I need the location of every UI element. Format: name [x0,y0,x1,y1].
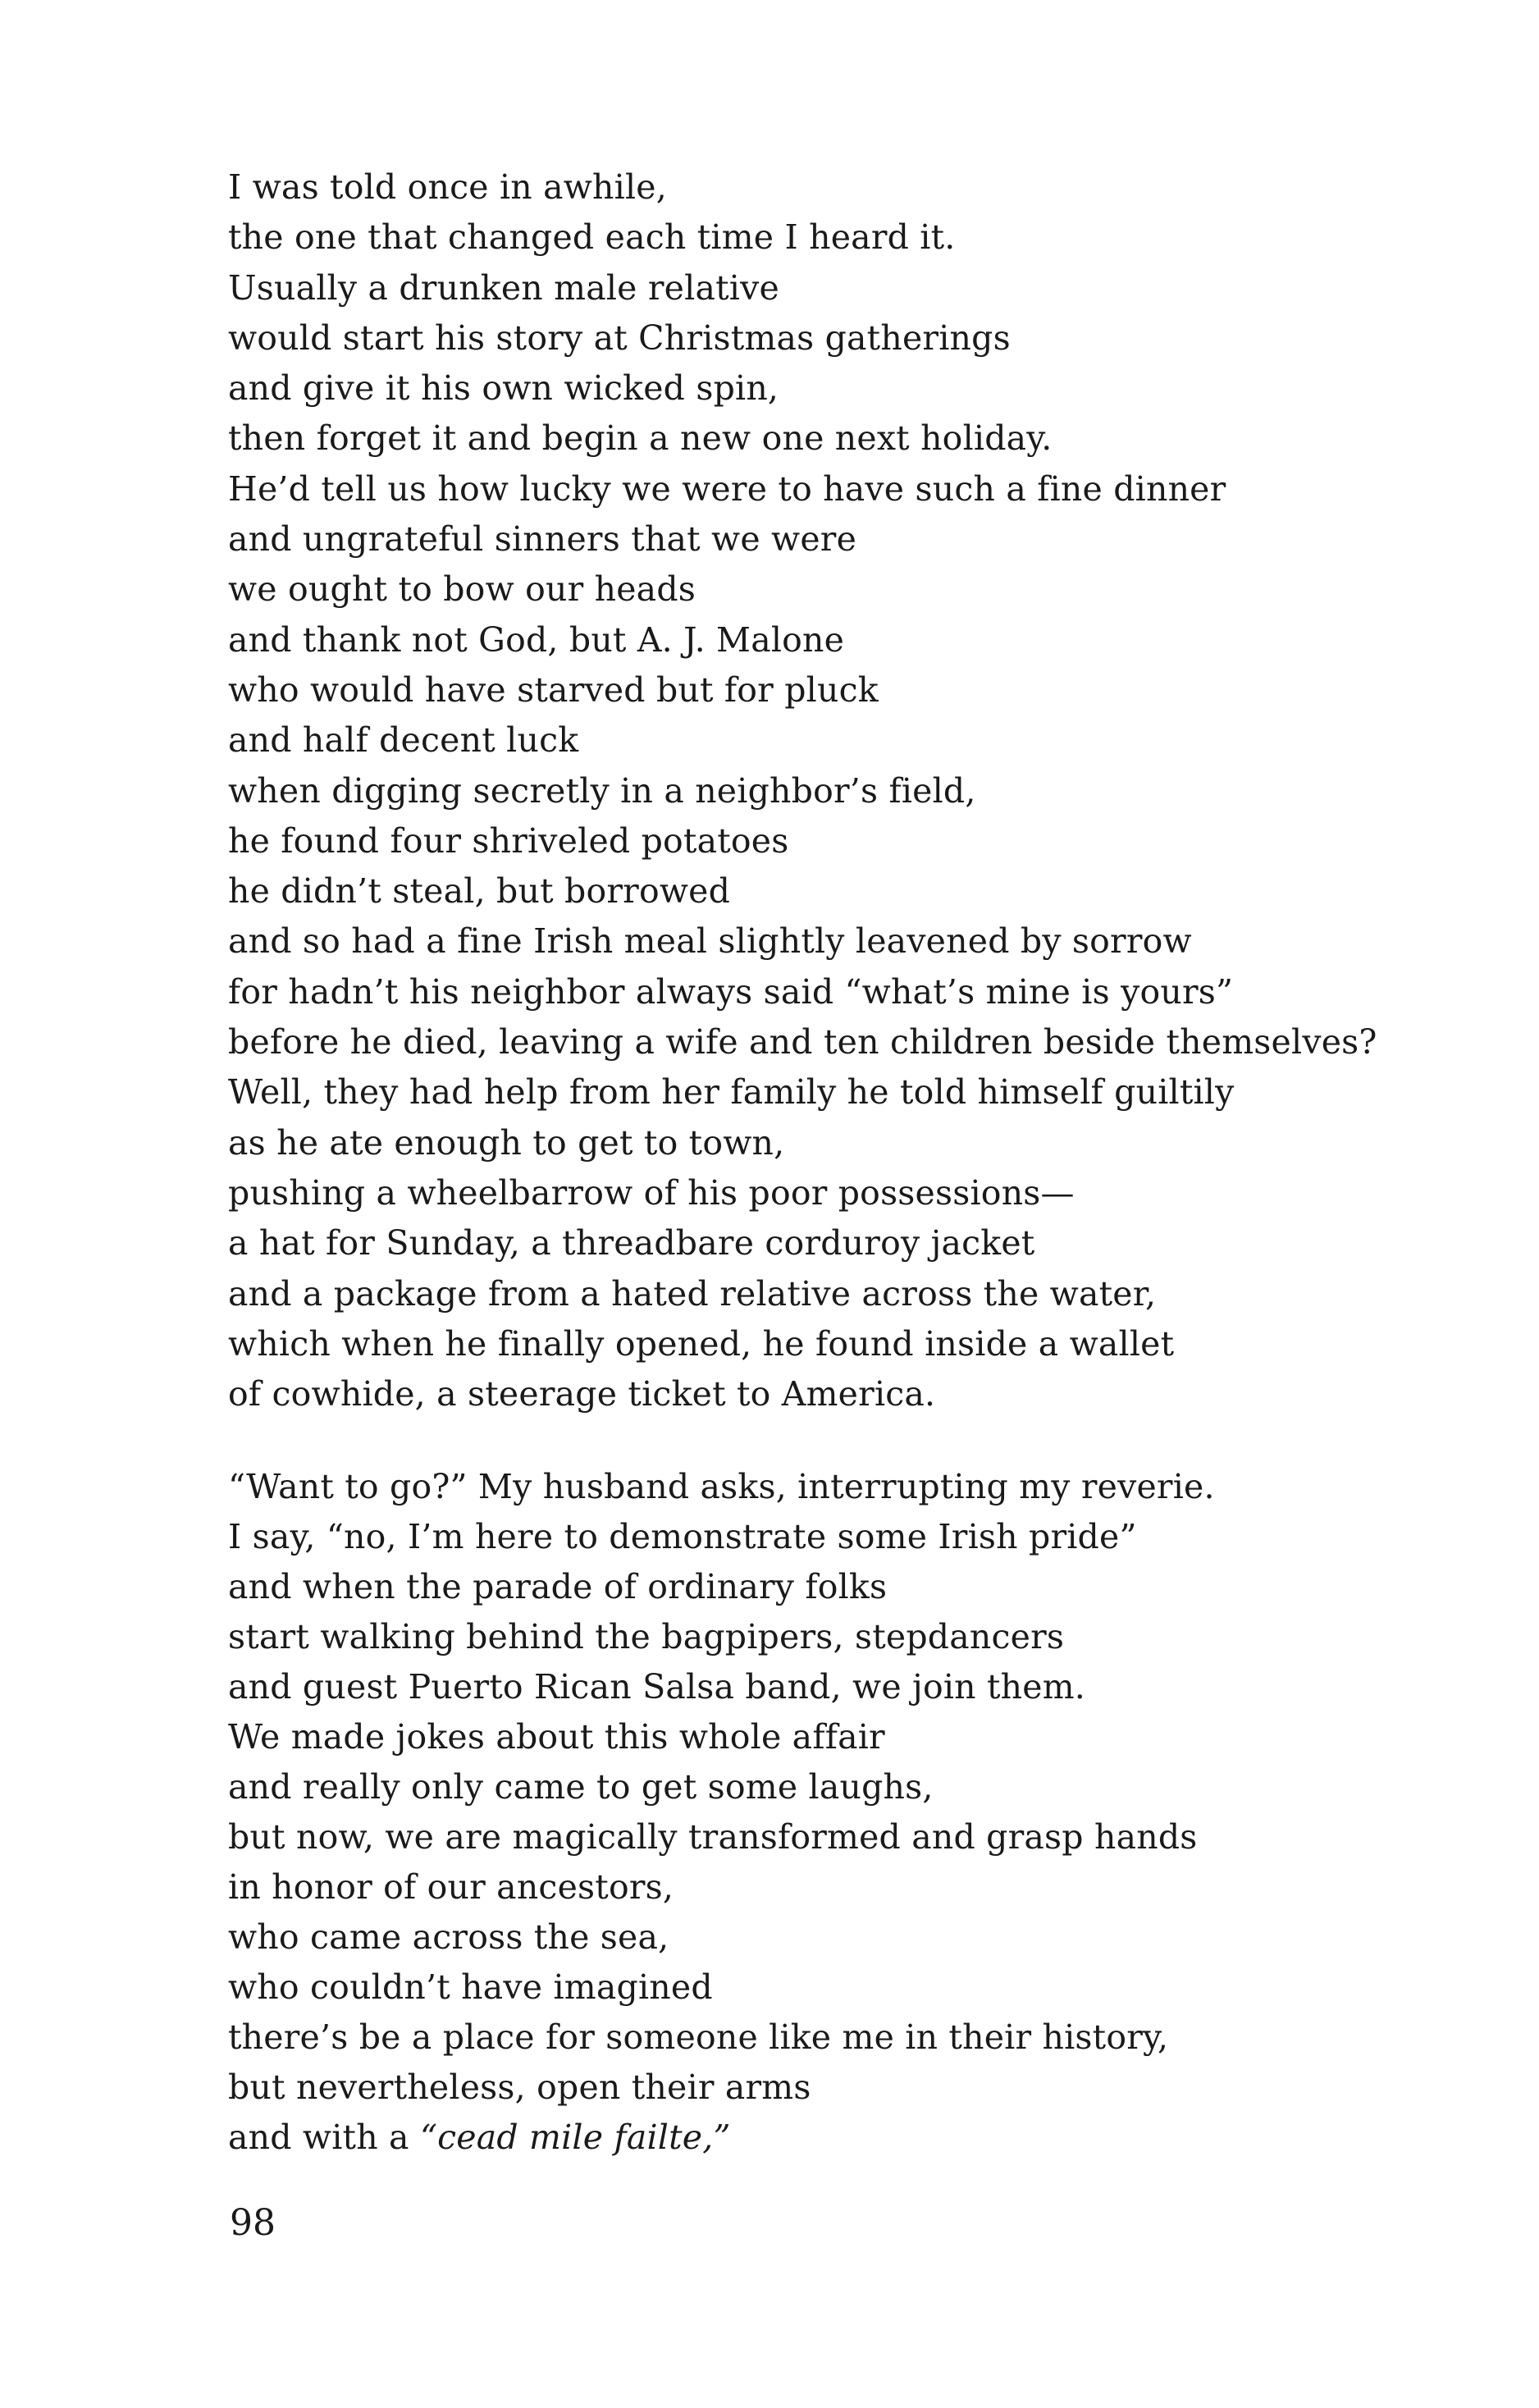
poem-line: but nevertheless, open their arms [228,2068,811,2108]
poem-line: and thank not God, but A. J. Malone [228,619,845,660]
poem-line: and ungrateful sinners that we were [228,519,857,560]
poem-line: and guest Puerto Rican Salsa band, we join them. [228,1667,1086,1707]
poem-line: then forget it and begin a new one next holiday. [228,418,1053,459]
stanza-2 [228,1462,1508,2163]
poem-line: the one that changed each time I heard it. [228,217,956,258]
poem-line: of cowhide, a steerage ticket to America. [228,1374,936,1414]
poem-line: before he died, leaving a wife and ten children beside themselves? [228,1022,1377,1062]
poem-line: We made jokes about this whole affair [228,1717,885,1757]
stanza-1 [228,162,1508,1419]
poem-line: in honor of our ancestors, [228,1867,674,1908]
poem-line: who would have starved but for pluck [228,669,879,710]
poem-line: when digging secretly in a neighbor’s field, [228,770,976,811]
poem-line: and so had a fine Irish meal slightly leavened by sorrow [228,921,1192,962]
poem-line: Well, they had help from her family he told himself guiltily [228,1072,1235,1113]
poem-line: He’d tell us how lucky we were to have such a fine dinner [228,468,1226,509]
poem-line: for hadn’t his neighbor always said “what’s mine is yours” [228,971,1234,1012]
poem-line: and give it his own wicked spin, [228,368,779,409]
poem-line: “Want to go?” My husband asks, interrupting my reverie. [228,1467,1215,1507]
poem-line: which when he finally opened, he found inside a wallet [228,1323,1175,1364]
poem-line: and really only came to get some laughs, [228,1767,934,1807]
poem-line: he didn’t steal, but borrowed [228,871,731,912]
poem-line: and half decent luck [228,720,579,761]
poem-line: I say, “no, I’m here to demonstrate some Irish pride” [228,1517,1137,1557]
poem-line: start walking behind the bagpipers, stepdancers [228,1617,1065,1657]
page-number: 98 [230,2202,276,2244]
poem-line: and a package from a hated relative across the water, [228,1273,1157,1314]
poem-line: a hat for Sunday, a threadbare corduroy jacket [228,1223,1035,1263]
poem-line: as he ate enough to get to town, [228,1122,785,1163]
final-line-prefix: and with a [228,2118,420,2158]
poem-line: I was told once in awhile, [228,167,667,207]
poem-line: would start his story at Christmas gatherings [228,318,1011,358]
poem-line: but now, we are magically transformed and grasp hands [228,1817,1198,1857]
poem-line: there’s be a place for someone like me in their history, [228,2017,1169,2058]
poem-line: we ought to bow our heads [228,569,696,610]
poem-line: who couldn’t have imagined [228,1967,713,2008]
poem-line: he found four shriveled potatoes [228,820,789,861]
poem-line-final [228,2113,1508,2163]
poem-line: Usually a drunken male relative [228,267,779,308]
poem-line: pushing a wheelbarrow of his poor possessions— [228,1172,1075,1213]
poem-body [228,162,1508,2163]
poem-line: who came across the sea, [228,1917,669,1958]
final-line-italic: “cead mile failte,” [419,2118,731,2158]
poem-line: and when the parade of ordinary folks [228,1567,888,1607]
